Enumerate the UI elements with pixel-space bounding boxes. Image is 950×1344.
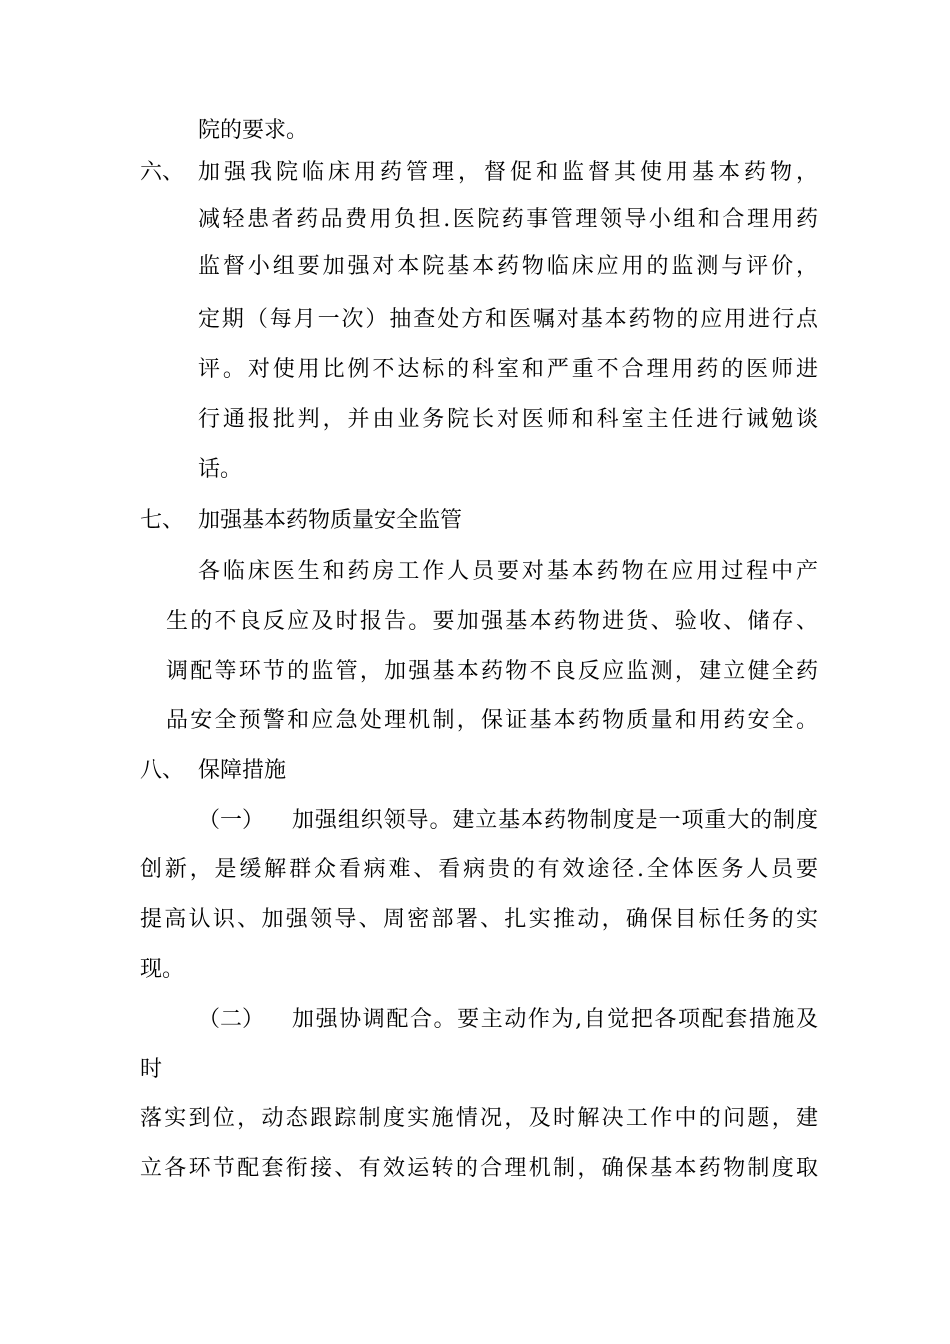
text-line: 立各环节配套衔接、有效运转的合理机制，确保基本药物制度取 — [140, 1156, 818, 1181]
text-line: 创新，是缓解群众看病难、看病贵的有效途径.全体医务人员要 — [140, 857, 818, 882]
text-line: 话。 — [198, 457, 243, 482]
text-line: 生的不良反应及时报告。要加强基本药物进货、验收、储存、 — [166, 609, 818, 634]
text-line: 院的要求。 — [198, 118, 309, 143]
text-line: 品安全预警和应急处理机制，保证基本药物质量和用药安全。 — [166, 708, 818, 733]
subsection-2-marker: （二） — [198, 1007, 265, 1032]
text-line: 提高认识、加强领导、周密部署、扎实推动，确保目标任务的实 — [140, 907, 818, 932]
text-line: 落实到位，动态跟踪制度实施情况，及时解决工作中的问题，建 — [140, 1106, 818, 1131]
section-8-title: 保障措施 — [198, 758, 287, 783]
text-line: 减轻患者药品费用负担.医院药事管理领导小组和合理用药 — [198, 207, 818, 232]
text-line: 评。对使用比例不达标的科室和严重不合理用药的医师进 — [198, 357, 818, 382]
text-line: 各临床医生和药房工作人员要对基本药物在应用过程中产 — [198, 559, 818, 584]
text-line: 加强我院临床用药管理，督促和监督其使用基本药物， — [198, 160, 818, 185]
text-line: 加强组织领导。建立基本药物制度是一项重大的制度 — [292, 808, 818, 833]
section-7-title: 加强基本药物质量安全监管 — [198, 508, 463, 533]
section-6-marker: 六、 — [140, 160, 185, 185]
text-line: 加强协调配合。要主动作为,自觉把各项配套措施及 — [292, 1007, 818, 1032]
text-line: 时 — [140, 1057, 163, 1082]
section-7-marker: 七、 — [140, 508, 185, 533]
text-line: 监督小组要加强对本院基本药物临床应用的监测与评价， — [198, 254, 818, 279]
text-line: 定期（每月一次）抽查处方和医嘱对基本药物的应用进行点 — [198, 307, 818, 332]
text-line: 现。 — [140, 957, 185, 982]
text-line: 行通报批判，并由业务院长对医师和科室主任进行诫勉谈 — [198, 407, 818, 432]
section-8-marker: 八、 — [140, 758, 185, 783]
text-line: 调配等环节的监管，加强基本药物不良反应监测，建立健全药 — [166, 659, 818, 684]
subsection-1-marker: （一） — [198, 808, 265, 833]
